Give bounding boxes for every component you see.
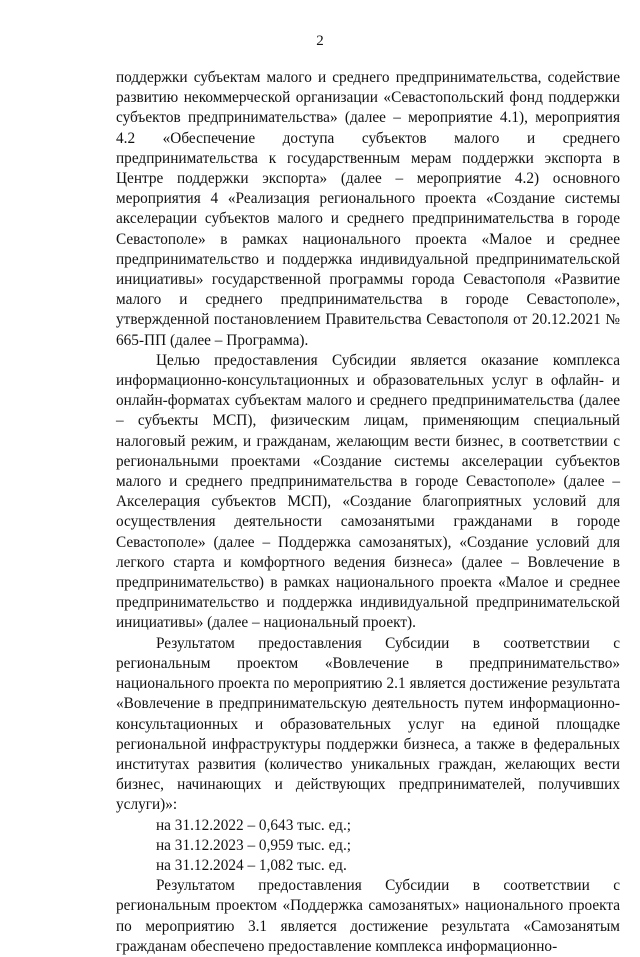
page-number: 2 — [316, 33, 324, 49]
paragraph-programme-reference: поддержки субъектам малого и среднего предпринимательства, содействие развитию некоммерческой организации «Севастопольский фонд поддержки субъектов предпринимательства» (далее – мероприятие 4.1), мероприятия 4.2 «Обеспечение доступа субъектов малого и среднего предпринимательства к государственным мерам поддержки экспорта в Центре поддержки экспорта» (далее – мероприятие 4.2) основного мероприятия 4 «Реализация регионального проекта «Создание системы акселерации субъектов малого и среднего предпринимательства в городе Севастополе» в рамках национального проекта «Малое и среднее предпринимательство и поддержка индивидуальной предпринимательской инициативы» государственной программы города Севастополя «Развитие малого и среднего предпринимательства в городе Севастополе», утвержденной постановлением Правительства Севастополя от 20.12.2021 № 665-ПП (далее – Программа). — [116, 69, 620, 349]
document-body — [116, 68, 620, 957]
paragraph-result-self-employed: Результатом предоставления Субсидии в соответствии с региональным проектом «Поддержка самозанятых» национального проекта по мероприятию 3.1 является достижение результата «Самозанятым гражданам обеспечено предоставление комплекса информационно- — [116, 877, 620, 955]
paragraph-result-involvement: Результатом предоставления Субсидии в соответствии с региональным проектом «Вовлечение в предпринимательство» национального проекта по мероприятию 2.1 является достижение результата «Вовлечение в предпринимательскую деятельность путем информационно-консультационных и образовательных услуг на единой площадке региональной инфраструктуры поддержки бизнеса, а также в федеральных институтах развития (количество уникальных граждан, желающих вести бизнес, начинающих и действующих предпринимателей, получивших услуги)»: — [116, 634, 620, 814]
result-value-2024: на 31.12.2024 – 1,082 тыс. ед. — [156, 856, 347, 874]
result-value-2023: на 31.12.2023 – 0,959 тыс. ед.; — [156, 836, 352, 854]
paragraph-subsidy-goal: Целью предоставления Субсидии является оказание комплекса информационно-консультационных и образовательных услуг в офлайн- и онлайн-форматах субъектам малого и среднего предпринимательства (далее – субъекты МСП), физическим лицам, применяющим специальный налоговый режим, и гражданам, желающим вести бизнес, в соответствии с региональными проектами «Создание системы акселерации субъектов малого и среднего предпринимательства в городе Севастополе» (далее – Акселерация субъектов МСП), «Создание благоприятных условий для осуществления деятельности самозанятыми гражданами в городе Севастополе» (далее – Поддержка самозанятых), «Создание условий для легкого старта и комфортного ведения бизнеса» (далее – Вовлечение в предпринимательство) в рамках национального проекта «Малое и среднее предпринимательство и поддержка индивидуальной предпринимательской инициативы» (далее – национальный проект). — [116, 351, 620, 632]
result-value-2022: на 31.12.2022 – 0,643 тыс. ед.; — [156, 816, 352, 834]
